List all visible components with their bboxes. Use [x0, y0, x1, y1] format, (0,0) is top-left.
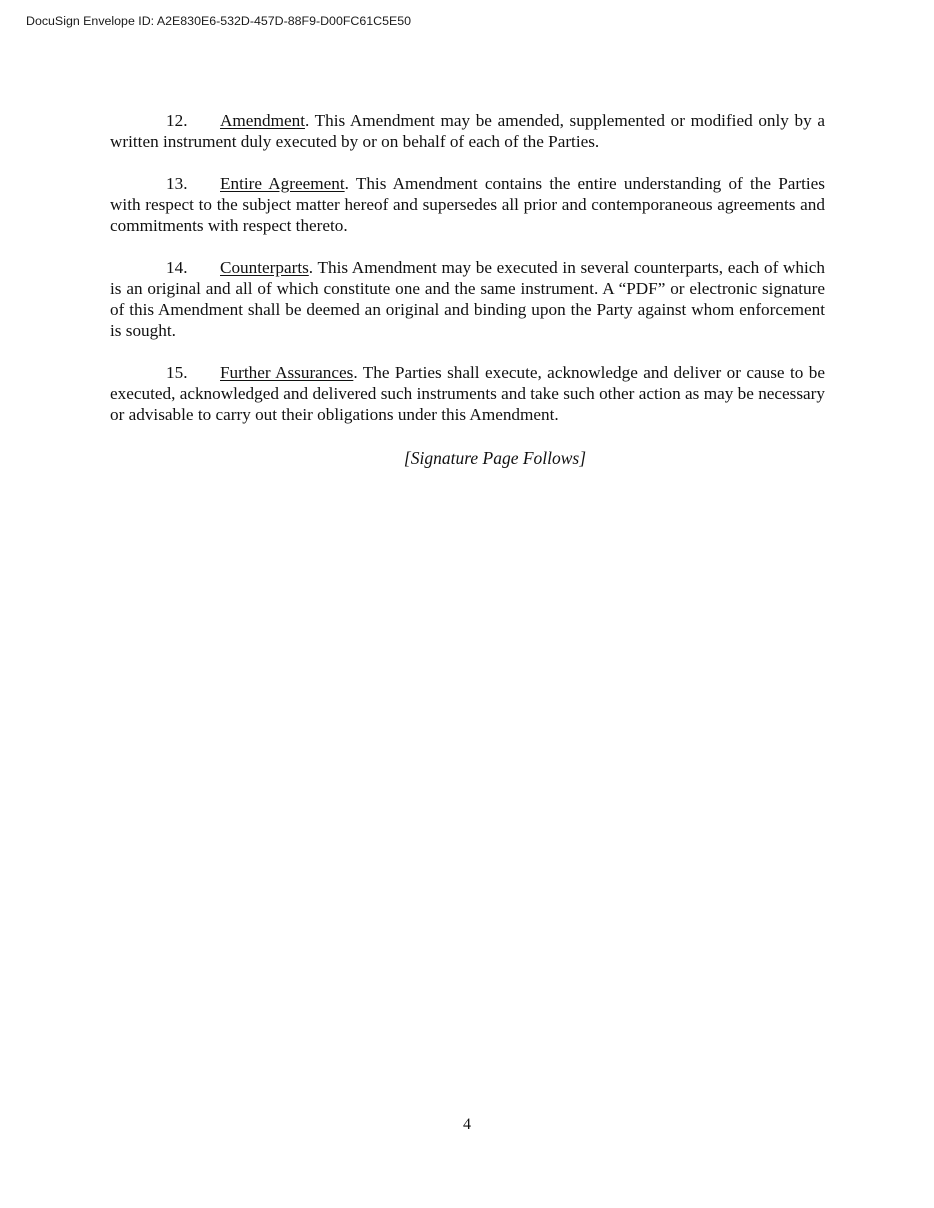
docusign-envelope-id: DocuSign Envelope ID: A2E830E6-532D-457D-88F9-D00FC61C5E50	[26, 14, 412, 28]
signature-page-follows-note: [Signature Page Follows]	[403, 448, 587, 468]
section-number: 14.	[166, 258, 188, 277]
section-text: . This Amendment may be executed in several counterparts, each of which is an original and all of which constitute one and the same instrument. A “PDF” or electronic signature of this Amendment shall be deemed an original and binding upon the Party against whom enforcement is sought.	[110, 258, 825, 340]
section-title: Further Assurances	[220, 363, 354, 382]
section-title: Amendment	[220, 111, 305, 130]
section-text: . The Parties shall execute, acknowledge and deliver or cause to be executed, acknowledged and delivered such instruments and take such other action as may be necessary or advisable to carry out their obligations under this Amendment.	[110, 363, 825, 424]
section-counterparts	[110, 257, 825, 341]
section-text: . This Amendment may be amended, supplemented or modified only by a written instrument duly executed by or on behalf of each of the Parties.	[110, 111, 825, 151]
section-number: 15.	[166, 363, 188, 382]
section-entire-agreement	[110, 173, 825, 236]
section-number: 13.	[166, 174, 188, 193]
page-number: 4	[463, 1116, 471, 1133]
section-number: 12.	[166, 111, 188, 130]
section-title: Counterparts	[220, 258, 309, 277]
section-title: Entire Agreement	[220, 174, 345, 193]
section-further-assurances	[110, 362, 825, 425]
section-text: . This Amendment contains the entire understanding of the Parties with respect to the subject matter hereof and supersedes all prior and contemporaneous agreements and commitments with respect thereto.	[110, 174, 825, 235]
document-body	[110, 110, 825, 446]
section-amendment	[110, 110, 825, 152]
